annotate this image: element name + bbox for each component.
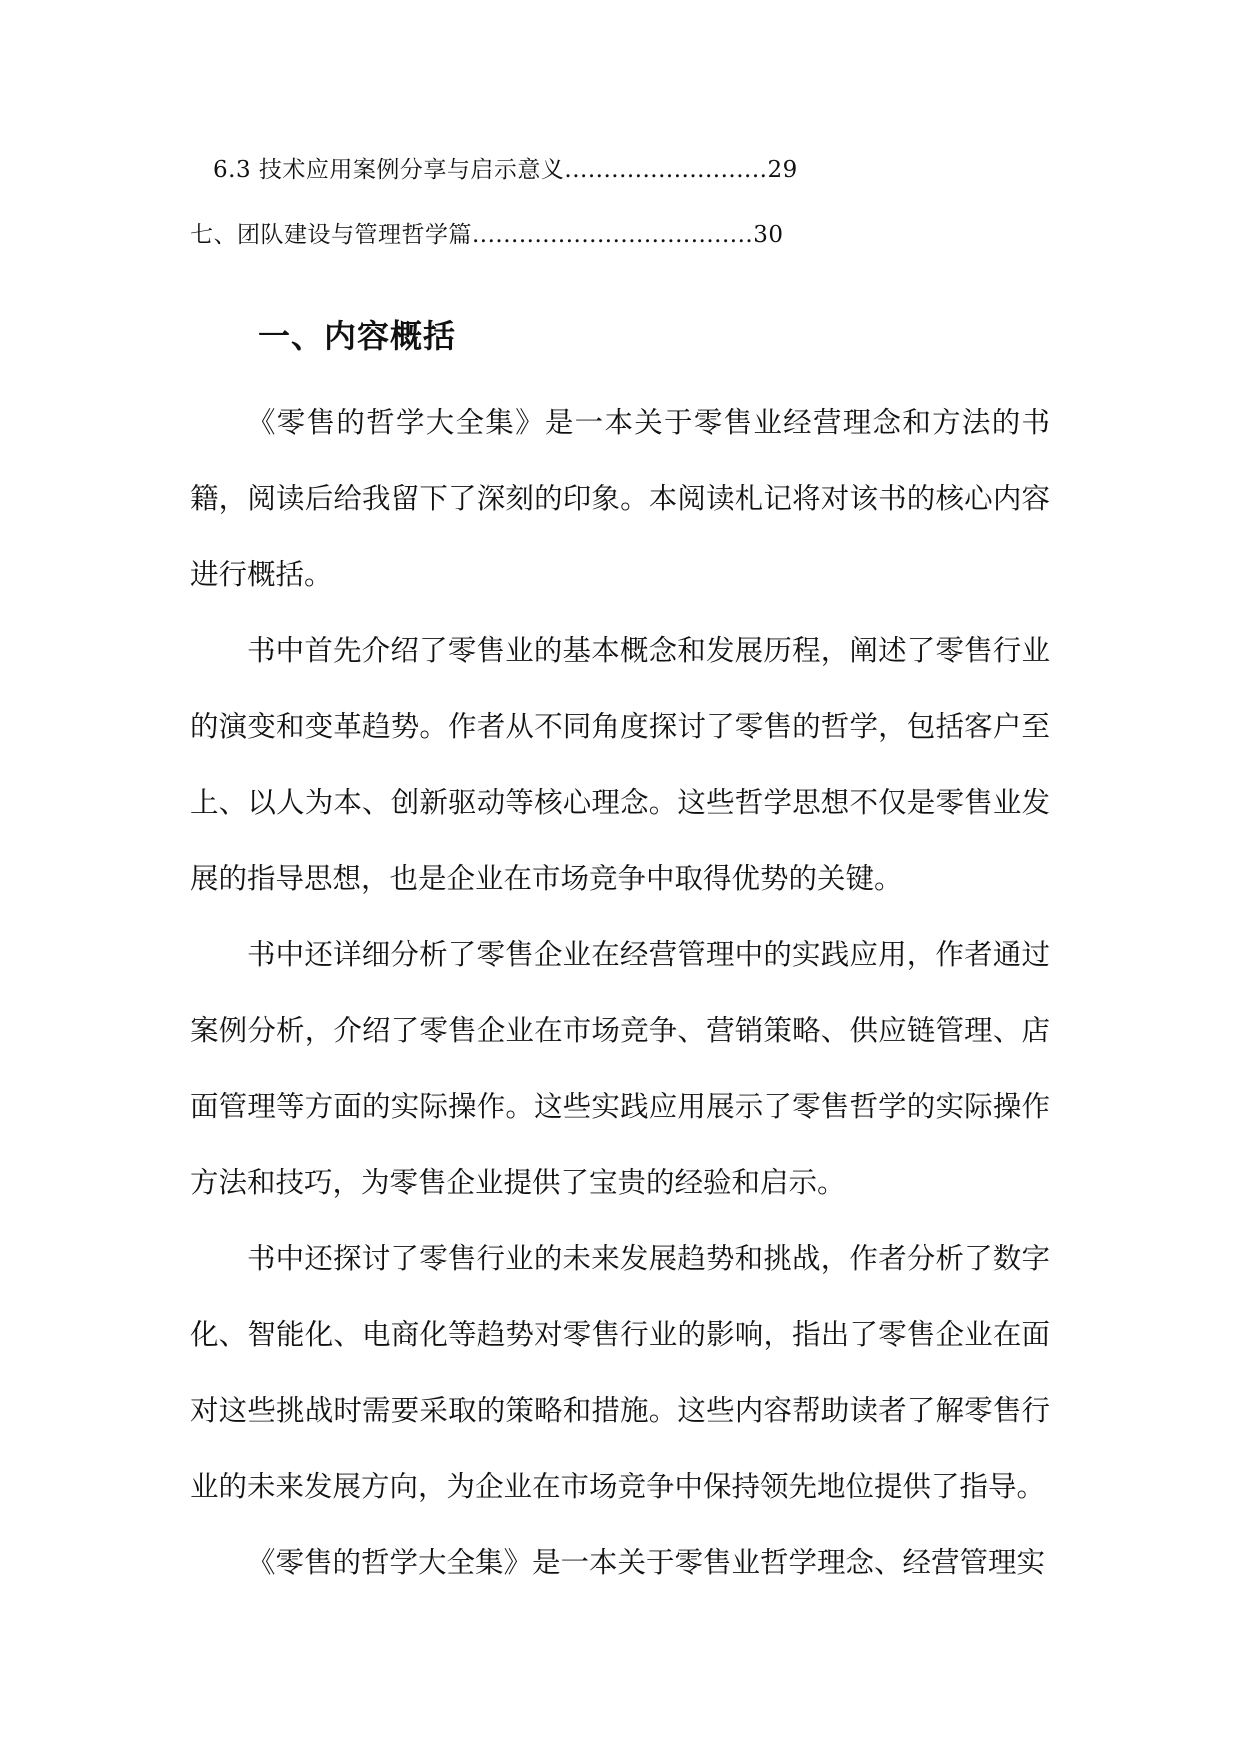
paragraph: 《零售的哲学大全集》是一本关于零售业经营理念和方法的书籍，阅读后给我留下了深刻的印象。本阅读札记将对该书的核心内容进行概括。 xyxy=(190,406,1050,591)
paragraph: 《零售的哲学大全集》是一本关于零售业哲学理念、经营管理实 xyxy=(247,1546,1046,1579)
paragraph: 书中还详细分析了零售企业在经营管理中的实践应用，作者通过案例分析，介绍了零售企业在市场竞争、营销策略、供应链管理、店面管理等方面的实际操作。这些实践应用展示了零售哲学的实际操作方法和技巧，为零售企业提供了宝贵的经验和启示。 xyxy=(190,938,1050,1199)
toc-entry[interactable]: 七、团队建设与管理哲学篇....................................30 xyxy=(190,222,784,248)
body-text xyxy=(190,385,1050,1601)
toc-entry[interactable]: 6.3 技术应用案例分享与启示意义..........................29 xyxy=(213,157,798,183)
paragraph: 书中首先介绍了零售业的基本概念和发展历程，阐述了零售行业的演变和变革趋势。作者从不同角度探讨了零售的哲学，包括客户至上、以人为本、创新驱动等核心理念。这些哲学思想不仅是零售业发展的指导思想，也是企业在市场竞争中取得优势的关键。 xyxy=(190,634,1050,895)
section-heading: 一、内容概括 xyxy=(258,317,457,355)
paragraph: 书中还探讨了零售行业的未来发展趋势和挑战，作者分析了数字化、智能化、电商化等趋势对零售行业的影响，指出了零售企业在面对这些挑战时需要采取的策略和措施。这些内容帮助读者了解零售行业的未来发展方向，为企业在市场竞争中保持领先地位提供了指导。 xyxy=(190,1242,1050,1503)
